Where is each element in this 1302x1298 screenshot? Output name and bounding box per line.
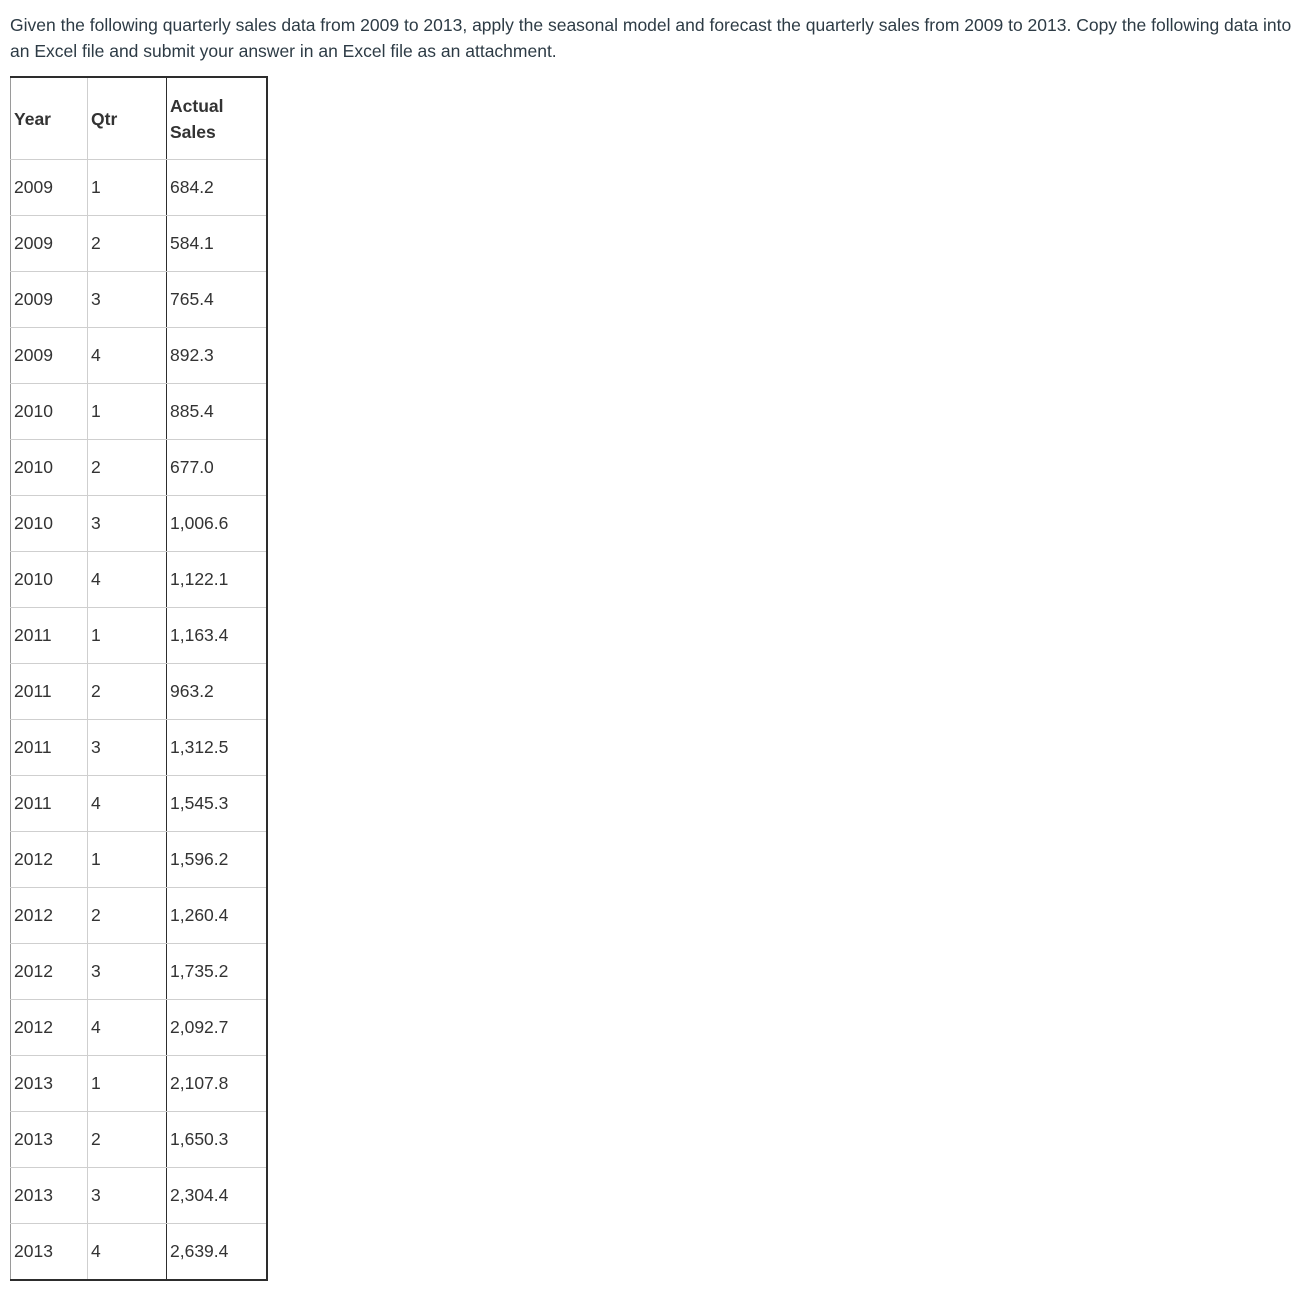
cell-year: 2009 (11, 272, 88, 328)
cell-year: 2012 (11, 832, 88, 888)
cell-qtr: 3 (88, 944, 167, 1000)
cell-year: 2009 (11, 160, 88, 216)
cell-year: 2010 (11, 384, 88, 440)
header-sales-line2: Sales (170, 121, 216, 142)
cell-sales: 2,304.4 (167, 1168, 268, 1224)
cell-qtr: 3 (88, 1168, 167, 1224)
header-year: Year (11, 77, 88, 160)
cell-sales: 677.0 (167, 440, 268, 496)
table-header-row (11, 77, 268, 160)
cell-sales: 1,650.3 (167, 1112, 268, 1168)
table-row (11, 552, 268, 608)
header-actual-sales (167, 77, 268, 160)
cell-sales: 2,639.4 (167, 1224, 268, 1281)
cell-sales: 1,122.1 (167, 552, 268, 608)
cell-sales: 1,163.4 (167, 608, 268, 664)
table-row (11, 776, 268, 832)
cell-qtr: 4 (88, 1000, 167, 1056)
table-row (11, 272, 268, 328)
table-row (11, 216, 268, 272)
table-row (11, 888, 268, 944)
cell-qtr: 2 (88, 1112, 167, 1168)
cell-year: 2009 (11, 328, 88, 384)
cell-year: 2010 (11, 552, 88, 608)
cell-year: 2013 (11, 1168, 88, 1224)
table-row (11, 1168, 268, 1224)
cell-sales: 1,006.6 (167, 496, 268, 552)
table-row (11, 720, 268, 776)
cell-qtr: 4 (88, 1224, 167, 1281)
cell-qtr: 4 (88, 328, 167, 384)
cell-year: 2010 (11, 496, 88, 552)
cell-year: 2013 (14, 1241, 53, 1261)
table-row (11, 664, 268, 720)
cell-sales: 1,260.4 (167, 888, 268, 944)
cell-sales: 963.2 (167, 664, 268, 720)
cell-year: 2013 (11, 1056, 88, 1112)
table-row (11, 1224, 268, 1281)
table-row (11, 384, 268, 440)
table-row (11, 832, 268, 888)
cell-qtr: 1 (88, 1056, 167, 1112)
cell-sales: 765.4 (167, 272, 268, 328)
cell-qtr: 3 (88, 496, 167, 552)
cell-year: 2010 (11, 440, 88, 496)
header-sales-line1: Actual (170, 95, 224, 116)
cell-year: 2012 (11, 888, 88, 944)
cell-sales: 885.4 (167, 384, 268, 440)
cell-sales: 584.1 (167, 216, 268, 272)
cell-qtr: 2 (88, 664, 167, 720)
cell-qtr: 4 (88, 776, 167, 832)
cell-year: 2011 (11, 608, 88, 664)
cell-sales: 1,545.3 (167, 776, 268, 832)
table-row (11, 1112, 268, 1168)
cell-qtr: 3 (88, 720, 167, 776)
cell-sales: 2,092.7 (167, 1000, 268, 1056)
cell-year: 2012 (11, 1000, 88, 1056)
table-row (11, 160, 268, 216)
cell-sales: 2,107.8 (167, 1056, 268, 1112)
table-row (11, 328, 268, 384)
cell-sales: 684.2 (167, 160, 268, 216)
cell-year: 2012 (11, 944, 88, 1000)
table-row (11, 1056, 268, 1112)
cell-qtr: 1 (88, 608, 167, 664)
sales-table (10, 76, 268, 1281)
cell-qtr: 2 (88, 888, 167, 944)
cell-year: 2011 (11, 776, 88, 832)
table-row (11, 944, 268, 1000)
cell-sales: 1,312.5 (167, 720, 268, 776)
cell-year: 2011 (11, 720, 88, 776)
cell-qtr: 1 (88, 832, 167, 888)
cell-qtr: 2 (88, 440, 167, 496)
cell-qtr: 1 (88, 384, 167, 440)
table-row (11, 1000, 268, 1056)
cell-qtr: 2 (88, 216, 167, 272)
cell-qtr: 1 (88, 160, 167, 216)
table-row (11, 496, 268, 552)
table-row (11, 608, 268, 664)
cell-sales: 1,596.2 (167, 832, 268, 888)
cell-year: 2013 (11, 1112, 88, 1168)
cell-sales: 892.3 (167, 328, 268, 384)
table-row (11, 440, 268, 496)
question-text: Given the following quarterly sales data from 2009 to 2013, apply the seasonal model and forecast the quarterly sales from 2009 to 2013. Copy the following data into an Excel file and submit your answer in an Excel file as an attachment. (10, 15, 1292, 61)
cell-qtr: 3 (88, 272, 167, 328)
cell-year: 2011 (11, 664, 88, 720)
cell-qtr: 4 (88, 552, 167, 608)
cell-sales: 1,735.2 (167, 944, 268, 1000)
header-qtr: Qtr (88, 77, 167, 160)
cell-year: 2009 (11, 216, 88, 272)
